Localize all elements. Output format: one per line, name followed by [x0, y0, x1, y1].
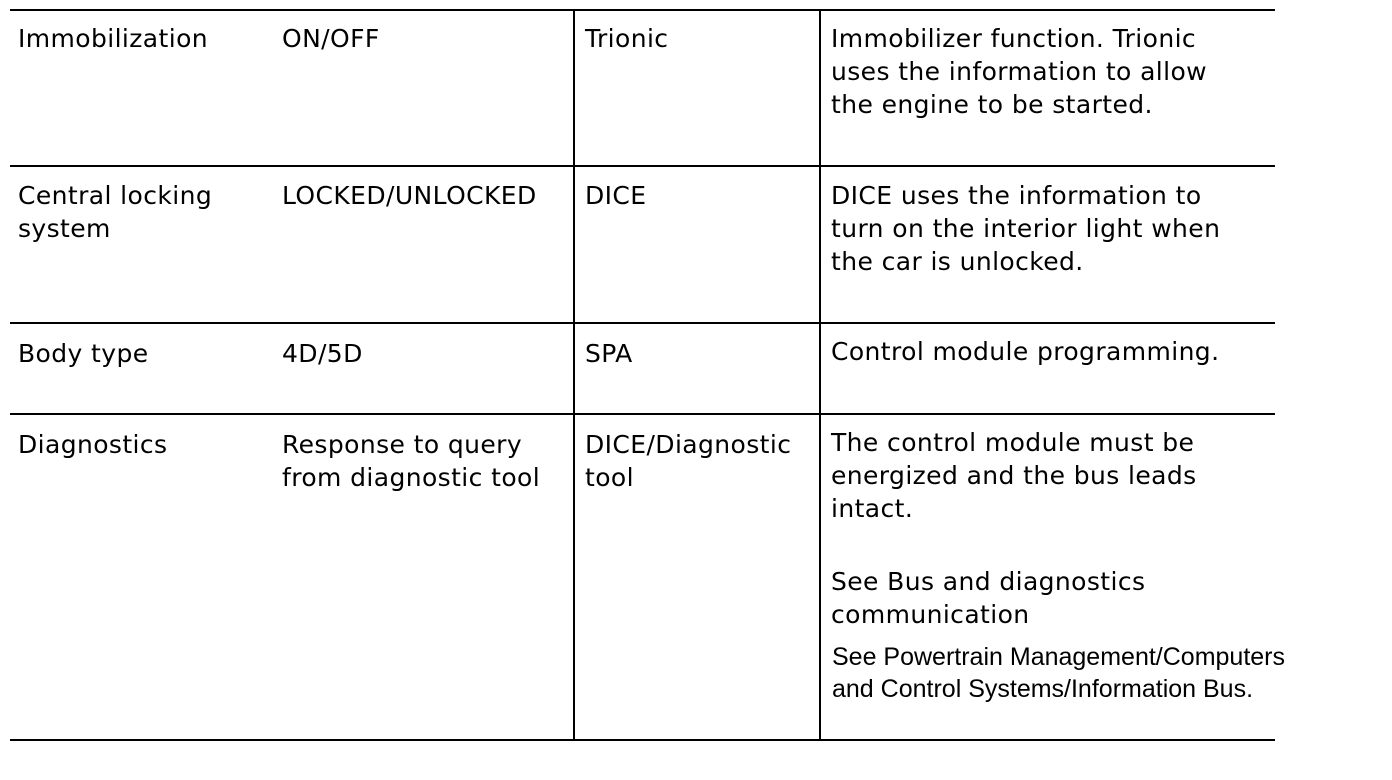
cell-value [282, 428, 540, 494]
column-divider [819, 9, 821, 741]
cell-receiver [585, 428, 791, 494]
cell-text: LOCKED/UNLOCKED [282, 181, 537, 210]
cell-text: Control module programming. [831, 337, 1220, 366]
cell-text: Trionic [585, 24, 669, 53]
cell-text: DICE [585, 181, 647, 210]
table-bottom-rule [10, 739, 1275, 741]
cell-text: energized and the bus leads [831, 461, 1197, 490]
cell-value [282, 22, 380, 55]
cell-value [282, 179, 537, 212]
cell-text: system [18, 214, 111, 243]
column-divider [573, 9, 575, 741]
cell-text: communication [831, 600, 1030, 629]
cell-signal [18, 428, 167, 461]
cross-reference-bus [831, 565, 1145, 631]
cell-text: intact. [831, 494, 914, 523]
cell-signal [18, 22, 208, 55]
cell-text: DICE/Diagnostic [585, 430, 792, 459]
cell-text: the car is unlocked. [831, 247, 1084, 276]
cell-receiver [585, 337, 633, 370]
cell-text: Body type [18, 339, 149, 368]
cell-text: turn on the interior light when [831, 214, 1221, 243]
cell-text: tool [585, 463, 634, 492]
cell-description [831, 426, 1197, 525]
table-top-rule [10, 9, 1275, 11]
cell-text: The control module must be [831, 428, 1195, 457]
cell-text: the engine to be started. [831, 90, 1153, 119]
cell-text: uses the information to allow [831, 57, 1208, 86]
cross-reference-powertrain [832, 641, 1285, 705]
cell-receiver [585, 22, 668, 55]
cell-text: from diagnostic tool [282, 463, 541, 492]
row-divider [10, 413, 1275, 415]
cell-text: Response to query [282, 430, 523, 459]
cell-description [831, 22, 1207, 121]
row-divider [10, 165, 1275, 167]
cell-text: Immobilization [18, 24, 209, 53]
cell-signal [18, 337, 149, 370]
cell-text: See Powertrain Management/Computers [832, 643, 1286, 671]
cell-value [282, 337, 363, 370]
cell-description [831, 179, 1220, 278]
row-divider [10, 322, 1275, 324]
cell-text: and Control Systems/Information Bus. [832, 675, 1254, 703]
cell-description [831, 335, 1219, 368]
cell-text: DICE uses the information to [831, 181, 1202, 210]
cell-text: Diagnostics [18, 430, 168, 459]
cell-signal [18, 179, 212, 245]
cell-receiver [585, 179, 646, 212]
cell-text: SPA [585, 339, 633, 368]
cell-text: See Bus and diagnostics [831, 567, 1146, 596]
cell-text: 4D/5D [282, 339, 363, 368]
cell-text: Central locking [18, 181, 213, 210]
cell-text: ON/OFF [282, 24, 380, 53]
cell-text: Immobilizer function. Trionic [831, 24, 1197, 53]
